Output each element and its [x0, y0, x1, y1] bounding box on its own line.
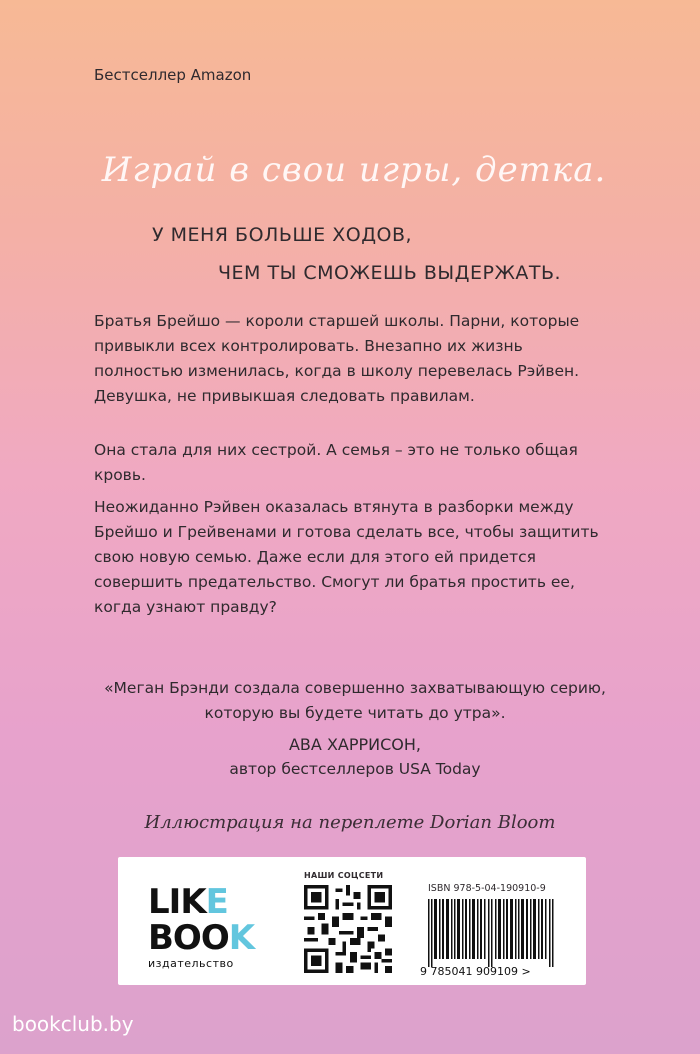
- logo-subtitle: издательство: [148, 957, 234, 970]
- logo-row-2: BOOK: [148, 918, 255, 958]
- logo-row-1: LIKE: [148, 882, 228, 922]
- quote-author-role: автор бестселлеров USA Today: [229, 760, 481, 778]
- site-watermark: bookclub.by: [12, 1012, 134, 1036]
- blurb-paragraph-3: Неожиданно Рэйвен оказалась втянута в разборки между Брейшо и Грейвенами и готова сделать все, чтобы защитить свою новую семью. Даже если для этого ей придется совершить предательство. Смогут ли братья простить ее, когда узнают правду?: [94, 498, 599, 616]
- blurb-paragraph-1: Братья Брейшо — короли старшей школы. Парни, которые привыкли всех контролировать. Внезапно их жизнь полностью изменилась, когда в школу перевелась Рэйвен. Девушка, не привыкшая следовать правилам.: [94, 312, 580, 405]
- publisher-panel: [118, 857, 586, 985]
- quote-author: АВА ХАРРИСОН,: [288, 735, 421, 754]
- bestseller-tag: Бестселлер Amazon: [94, 66, 252, 84]
- qr-title: НАШИ СОЦСЕТИ: [304, 871, 384, 880]
- barcode-icon: [418, 883, 578, 979]
- script-tagline: Играй в свои игры, детка.: [101, 150, 607, 190]
- likebook-logo: [148, 882, 278, 970]
- illustration-credit: Иллюстрация на переплете Dorian Bloom: [144, 812, 556, 833]
- blurb-paragraph-2: Она стала для них сестрой. А семья – это не только общая кровь.: [94, 441, 578, 484]
- caps-line-2: ЧЕМ ТЫ СМОЖЕШЬ ВЫДЕРЖАТЬ.: [218, 262, 562, 284]
- barcode-digits: 9 785041 909109 >: [420, 965, 531, 978]
- review-quote: «Меган Брэнди создала совершенно захватывающую серию, которую вы будете читать до утра».: [104, 679, 606, 722]
- isbn-number: ISBN 978-5-04-190910-9: [428, 883, 546, 894]
- qr-code-icon[interactable]: [304, 885, 392, 973]
- caps-line-1: У МЕНЯ БОЛЬШЕ ХОДОВ,: [152, 224, 413, 246]
